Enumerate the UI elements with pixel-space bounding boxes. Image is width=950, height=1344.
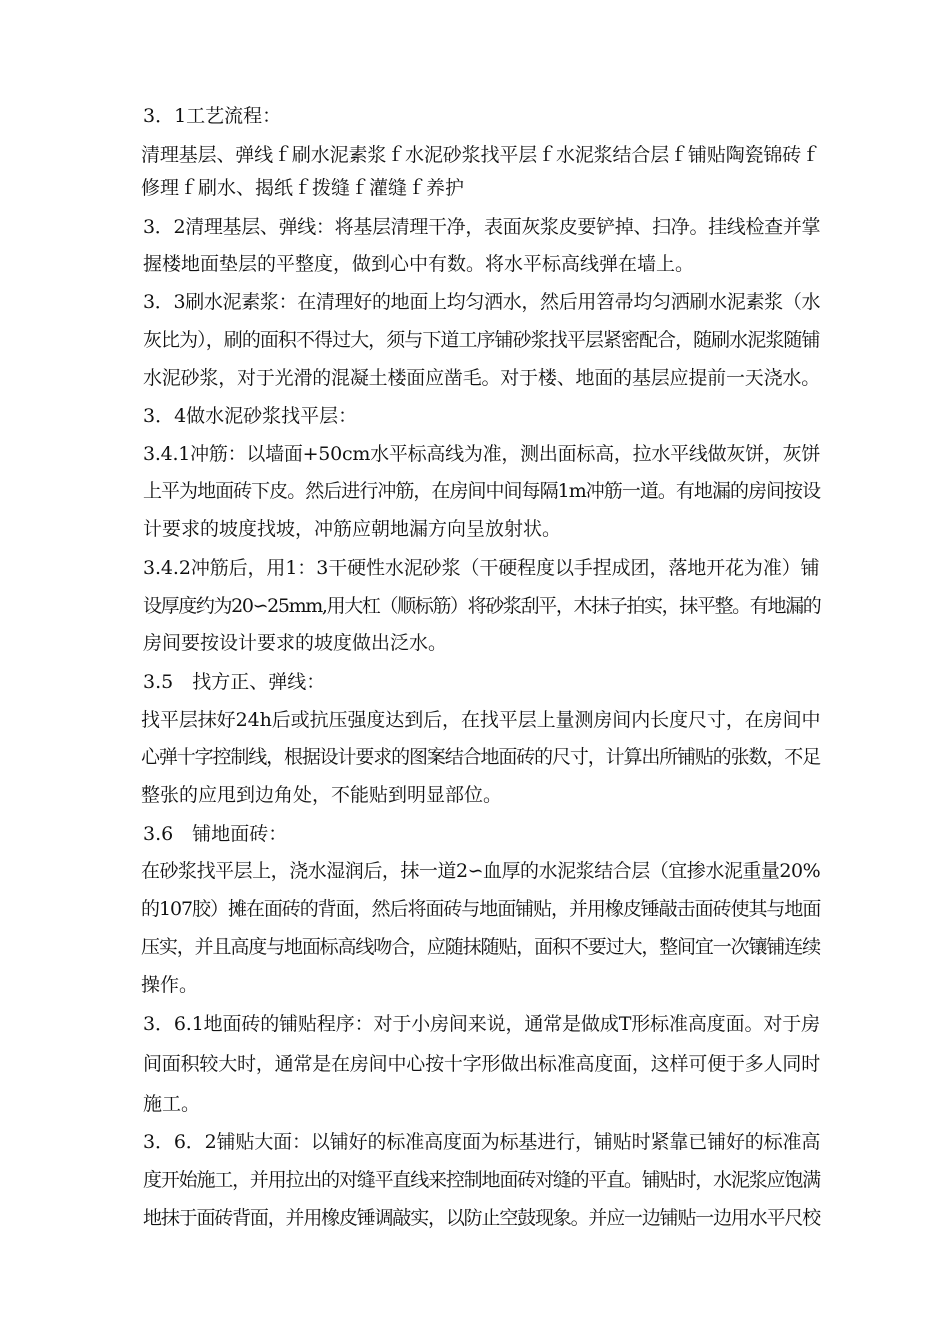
text-line: 施工。 — [143, 1093, 201, 1115]
section-heading-3-1: 3．1工艺流程： — [143, 105, 282, 127]
text-line: 设厚度约为20∽25mm,用大杠（顺标筋）将砂浆刮平，木抹子拍实，抹平整。有地漏的 — [143, 595, 821, 617]
text-line: 在砂浆找平层上，浇水湿润后，抹一道2∽血厚的水泥浆结合层（宜掺水泥重量20% — [141, 860, 821, 882]
text-line: 灰比为），刷的面积不得过大，须与下道工序铺砂浆找平层紧密配合，随刷水泥浆随铺 — [143, 329, 820, 351]
text-line: 3．6．2铺贴大面：以铺好的标准高度面为标基进行，铺贴时紧靠已铺好的标准高 — [143, 1131, 821, 1153]
text-line: 3．2清理基层、弹线：将基层清理干净，表面灰浆皮要铲掉、扫净。挂线检查并掌 — [143, 216, 821, 238]
text-line: 3．6.1地面砖的铺贴程序：对于小房间来说，通常是做成T形标准高度面。对于房 — [143, 1013, 820, 1035]
text-line: 操作。 — [141, 974, 199, 996]
text-line: 上平为地面砖下皮。然后进行冲筋，在房间中间每隔1m冲筋一道。有地漏的房间按设 — [143, 480, 821, 502]
text-line: 的107胶）摊在面砖的背面，然后将面砖与地面铺贴，并用橡皮锤敲击面砖使其与地面 — [141, 898, 821, 920]
text-line: 心弹十字控制线，根据设计要求的图案结合地面砖的尺寸，计算出所铺贴的张数，不足 — [141, 746, 821, 768]
text-line: 3．3刷水泥素浆：在清理好的地面上均匀洒水，然后用笤帚均匀洒刷水泥素浆（水 — [143, 291, 821, 313]
text-line: 3.4.2冲筋后，用1：3干硬性水泥砂浆（干硬程度以手捏成团，落地开花为准）铺 — [143, 557, 820, 579]
text-line: 修理ｆ刷水、揭纸ｆ拨缝ｆ灌缝ｆ养护 — [141, 177, 465, 199]
text-line: 压实，并且高度与地面标高线吻合，应随抹随贴，面积不要过大，整间宜一次镶铺连续 — [141, 936, 821, 958]
text-line: 地抹于面砖背面，并用橡皮锤调敲实，以防止空鼓现象。并应一边铺贴一边用水平尺校 — [143, 1207, 821, 1229]
text-line: 找平层抹好24h后或抗压强度达到后，在找平层上量测房间内长度尺寸，在房间中 — [141, 709, 821, 731]
section-heading-3-5: 3.5 找方正、弹线： — [143, 671, 326, 693]
section-heading-3-6: 3.6 铺地面砖： — [143, 823, 288, 845]
text-line: 握楼地面垫层的平整度，做到心中有数。将水平标高线弹在墙上。 — [143, 253, 695, 275]
text-line: 清理基层、弹线ｆ刷水泥素浆ｆ水泥砂浆找平层ｆ水泥浆结合层ｆ铺贴陶瓷锦砖ｆ — [141, 144, 821, 166]
section-heading-3-4: 3．4做水泥砂浆找平层： — [143, 405, 358, 427]
text-line: 3.4.1冲筋：以墙面+50cm水平标高线为准，测出面标高，拉水平线做灰饼，灰饼 — [143, 443, 821, 465]
text-line: 间面积较大时，通常是在房间中心按十字形做出标准高度面，这样可便于多人同时 — [143, 1053, 821, 1075]
text-line: 整张的应甩到边角处，不能贴到明显部位。 — [141, 784, 503, 806]
text-line: 计要求的坡度找坡，冲筋应朝地漏方向呈放射状。 — [143, 518, 562, 540]
text-line: 房间要按设计要求的坡度做出泛水。 — [143, 632, 448, 654]
text-line: 水泥砂浆，对于光滑的混凝土楼面应凿毛。对于楼、地面的基层应提前一天浇水。 — [143, 367, 821, 389]
text-line: 度开始施工，并用拉出的对缝平直线来控制地面砖对缝的平直。铺贴时，水泥浆应饱满 — [143, 1169, 821, 1191]
